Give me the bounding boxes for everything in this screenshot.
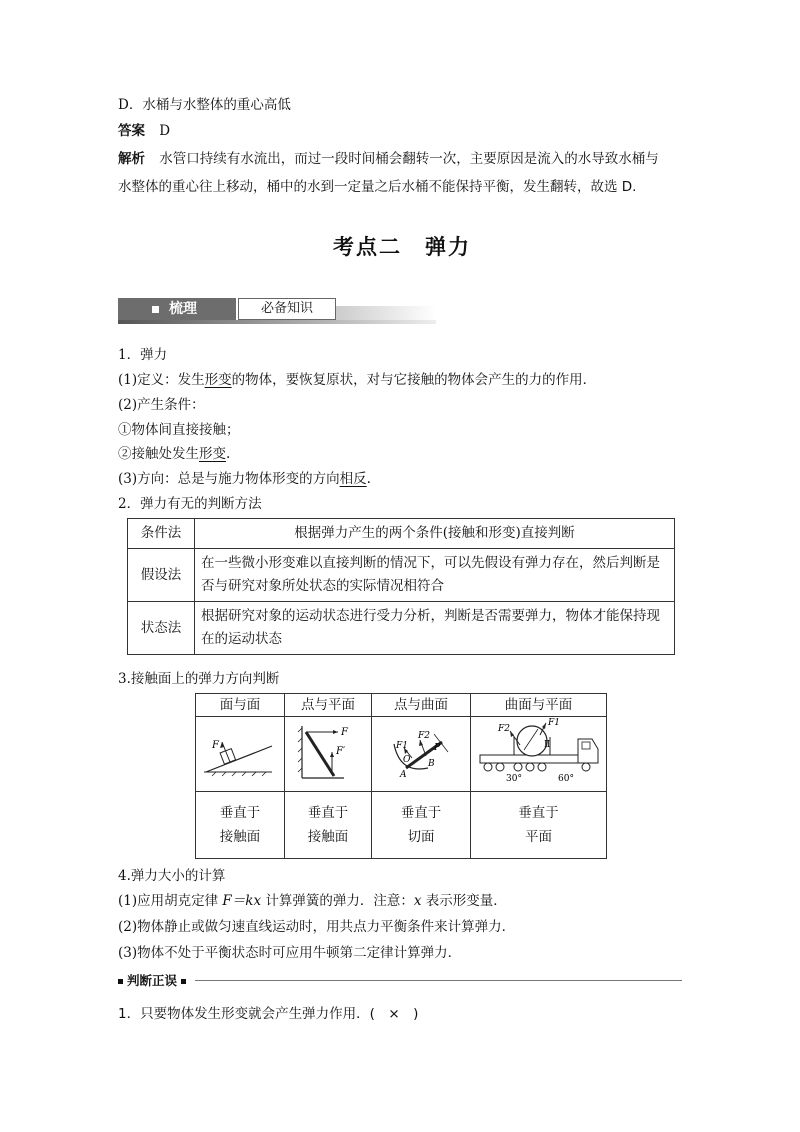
p1-condition-2 [118,444,230,464]
judge-question-1: 1．只要物体发生形变就会产生弹力作用．( × ) [118,1006,419,1022]
figure-point-curve [372,717,471,792]
point-label: A [400,770,407,780]
method-desc-cell: 根据弹力产生的两个条件(接触和形变)直接判断 [195,519,675,549]
p1-condition-1: ①物体间直接接触； [118,422,240,438]
p4-heading: 4.弹力大小的计算 [118,868,226,884]
method-cell: 状态法 [128,602,195,655]
banner-underline [118,320,436,324]
p4-line-2: (2)物体静止或做匀速直线运动时，用共点力平衡条件来计算弹力． [118,919,516,935]
header-cell: 曲面与平面 [471,694,607,717]
method-cell: 假设法 [128,549,195,602]
point-label: O [403,755,411,765]
p1-cond2-b: . [226,446,231,462]
p1-cond2-a: ②接触处发生 [118,446,199,462]
result-cell: 垂直于 平面 [471,792,607,859]
banner-light-label: 必备知识 [238,298,336,320]
banner-dark-label: 梳理 [169,301,197,317]
p4-l1-c: 表示形变量． [421,893,507,909]
result-cell: 垂直于 切面 [372,792,471,859]
p4-l1-a: (1)应用胡克定律 [118,893,223,909]
judge-label-block [118,971,186,989]
p1-heading: 1．弹力 [118,347,168,363]
answer-line [118,121,170,141]
result-cell: 垂直于 接触面 [196,792,285,859]
direction-table [195,693,607,859]
method-desc-cell: 在一些微小形变难以直接判断的情况下，可以先假设有弹力存在，然后判断是否与研究对象所处状态的实际情况相符合 [195,549,675,602]
force-label: F1 [547,718,560,728]
judge-divider [195,980,682,981]
square-icon [118,979,123,984]
p3-heading: 3.接触面上的弹力方向判断 [118,671,280,687]
result-cell: 垂直于 接触面 [285,792,372,859]
variable-x: x [413,893,422,909]
figure-row [196,717,607,792]
roman-label: Ⅱ [543,740,550,750]
p2-heading: 2．弹力有无的判断方法 [118,496,262,512]
table-row [128,602,675,655]
figure-point-plane [285,717,372,792]
figure-curve-plane [471,717,607,792]
section-title: 考点二 弹力 [333,235,471,259]
answer-value: D [159,123,171,139]
p1-condition: (2)产生条件： [118,397,205,413]
header-cell: 点与曲面 [372,694,471,717]
p4-line-1 [118,891,507,911]
p4-l1-b: 计算弹簧的弹力．注意： [261,893,414,909]
answer-label: 答案 [118,123,145,139]
p1-dir-a: (3)方向：总是与施力物体形变的方向 [118,471,340,487]
table-row [128,549,675,602]
method-desc-cell: 根据研究对象的运动状态进行受力分析，判断是否需要弹力，物体才能保持现在的运动状态 [195,602,675,655]
analysis-text-2: 水整体的重心往上移动，桶中的水到一定量之后水桶不能保持平衡，发生翻转，故选 D. [118,179,637,195]
hooke-formula: F＝kx [222,893,262,909]
p1-direction [118,469,371,489]
force-label: F2 [418,731,430,741]
header-cell: 点与平面 [285,694,372,717]
banner-decoration [336,306,436,320]
analysis-text-1: 水管口持续有水流出，而过一段时间桶会翻转一次，主要原因是流入的水导致水桶与 [159,151,659,167]
p1-def-underlined: 形变 [204,372,232,388]
methods-table [127,518,675,655]
angle-label: 30° [505,774,522,784]
section-banner [118,298,436,324]
p1-cond2-underlined: 形变 [199,446,226,462]
analysis-label: 解析 [118,151,145,167]
p1-def-b: 的物体，要恢复原状，对与它接触的物体会产生的力的作用． [231,372,597,388]
force-label: F [212,740,219,751]
square-icon [181,979,186,984]
force-label: F1 [396,741,408,751]
force-label: F [341,727,348,738]
table-row [128,519,675,549]
p1-dir-b: . [366,471,371,487]
point-label: B [428,759,435,769]
figure-face-face [196,717,285,792]
method-cell: 条件法 [128,519,195,549]
header-cell: 面与面 [196,694,285,717]
result-row [196,792,607,859]
p4-line-3: (3)物体不处于平衡状态时可应用牛顿第二定律计算弹力． [118,945,462,961]
force-label: F′ [336,746,346,757]
point-label: P [434,743,441,753]
option-d: D．水桶与水整体的重心高低 [118,97,291,113]
banner-dark-tab [118,298,236,320]
p1-definition [118,370,596,390]
analysis-line-1 [118,149,659,169]
force-label: F2 [497,724,510,734]
square-icon [152,306,159,313]
p1-dir-underlined: 相反 [339,471,367,487]
table-header-row [196,694,607,717]
p1-def-a: (1)定义：发生 [118,372,205,388]
angle-label: 60° [557,774,574,784]
judge-label: 判断正误 [127,973,178,988]
